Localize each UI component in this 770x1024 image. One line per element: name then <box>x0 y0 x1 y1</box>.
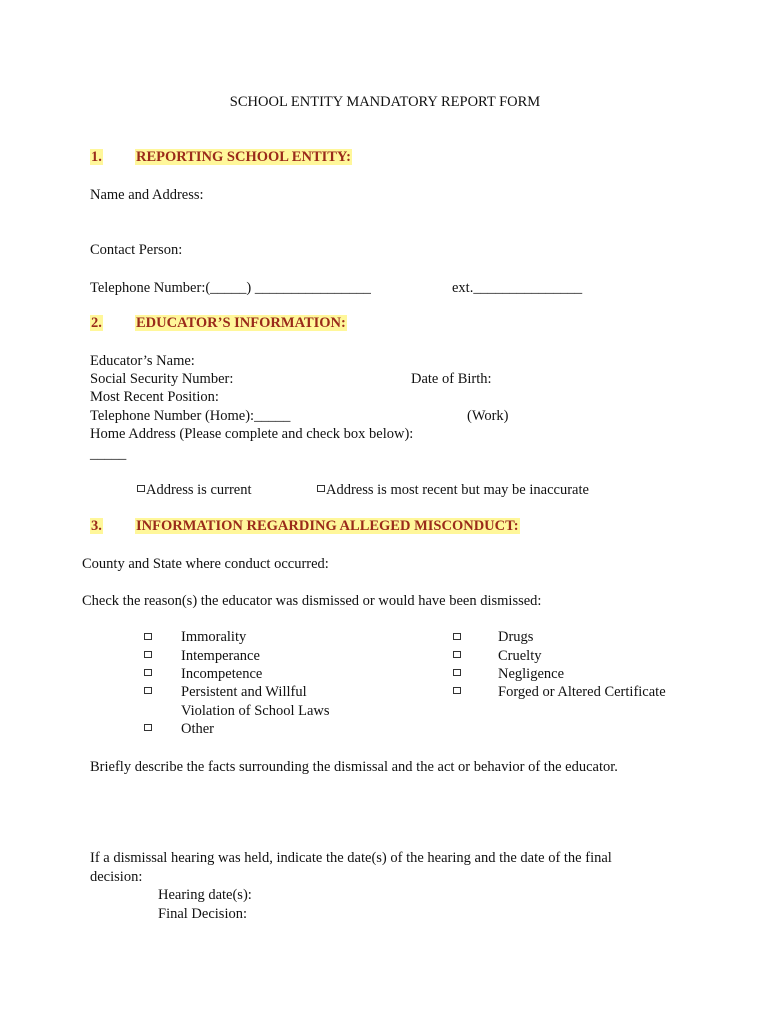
checkbox-icon[interactable] <box>137 485 145 492</box>
county-state-label: County and State where conduct occurred: <box>82 556 329 572</box>
describe-facts-label: Briefly describe the facts surrounding the dismissal and the act or behavior of the educator. <box>90 759 618 775</box>
hearing-instruction-line2: decision: <box>90 869 143 885</box>
checkbox-incompetence[interactable] <box>144 669 152 676</box>
hearing-dates-label: Hearing date(s): <box>158 887 252 903</box>
reason-immorality: Immorality <box>181 629 247 645</box>
recent-position-label: Most Recent Position: <box>90 389 219 405</box>
reason-other: Other <box>181 721 215 737</box>
hearing-instruction-line1: If a dismissal hearing was held, indicate the date(s) of the hearing and the date of the final <box>90 850 612 866</box>
reason-forged-certificate: Forged or Altered Certificate <box>498 684 666 700</box>
telephone-home-field[interactable]: Telephone Number (Home):_____ <box>90 408 291 424</box>
checkbox-other[interactable] <box>144 724 152 731</box>
address-current-option[interactable] <box>137 481 252 499</box>
educator-name-label: Educator’s Name: <box>90 353 195 369</box>
check-reasons-label: Check the reason(s) the educator was dismissed or would have been dismissed: <box>82 593 542 609</box>
section-2-title: EDUCATOR’S INFORMATION: <box>136 315 346 331</box>
section-1-number: 1. <box>91 149 102 165</box>
checkbox-persistent-willful[interactable] <box>144 687 152 694</box>
checkbox-forged-certificate[interactable] <box>453 687 461 694</box>
reason-drugs: Drugs <box>498 629 534 645</box>
form-title: SCHOOL ENTITY MANDATORY REPORT FORM <box>229 94 541 110</box>
reason-cruelty: Cruelty <box>498 648 542 664</box>
reason-incompetence: Incompetence <box>181 666 263 682</box>
checkbox-drugs[interactable] <box>453 633 461 640</box>
address-inaccurate-option[interactable] <box>317 481 589 499</box>
checkbox-immorality[interactable] <box>144 633 152 640</box>
reason-negligence: Negligence <box>498 666 565 682</box>
contact-person-label: Contact Person: <box>90 242 183 258</box>
extension-field[interactable]: ext._______________ <box>452 280 583 296</box>
final-decision-label: Final Decision: <box>158 906 248 922</box>
checkbox-cruelty[interactable] <box>453 651 461 658</box>
dob-label: Date of Birth: <box>411 371 492 387</box>
name-address-label: Name and Address: <box>90 187 204 203</box>
reason-intemperance: Intemperance <box>181 648 260 664</box>
checkbox-negligence[interactable] <box>453 669 461 676</box>
reason-violation-school-laws: Violation of School Laws <box>181 703 330 719</box>
ssn-label: Social Security Number: <box>90 371 234 387</box>
address-inaccurate-label: Address is most recent but may be inaccurate <box>326 482 589 498</box>
checkbox-icon[interactable] <box>317 485 325 492</box>
checkbox-intemperance[interactable] <box>144 651 152 658</box>
section-3-number: 3. <box>91 518 102 534</box>
home-address-label: Home Address (Please complete and check box below): <box>90 426 414 442</box>
home-address-field[interactable]: _____ <box>90 446 127 462</box>
section-1-title: REPORTING SCHOOL ENTITY: <box>136 149 351 165</box>
section-3-title: INFORMATION REGARDING ALLEGED MISCONDUCT: <box>136 518 519 534</box>
telephone-work-label: (Work) <box>467 408 509 424</box>
address-current-label: Address is current <box>146 482 252 498</box>
reason-persistent-willful: Persistent and Willful <box>181 684 307 700</box>
section-2-number: 2. <box>91 315 102 331</box>
telephone-field[interactable]: Telephone Number:(_____) ________________ <box>90 280 371 296</box>
